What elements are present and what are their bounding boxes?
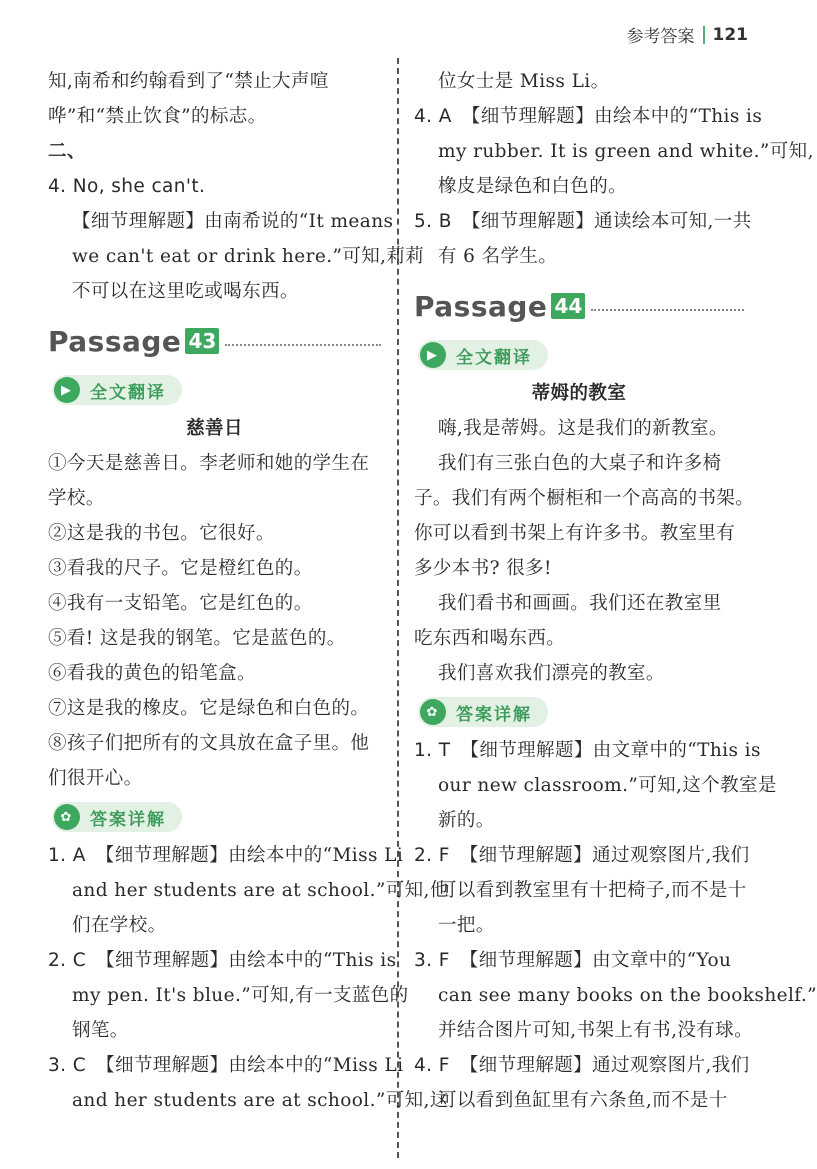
question-number: 4. <box>48 176 67 197</box>
answer-item <box>414 943 744 978</box>
explanation-line: 【细节理解题】由绘本中的“This is <box>96 950 397 971</box>
passage-heading <box>48 313 381 369</box>
explanation-line: we can't eat or drink here.”可知,莉莉 <box>72 246 425 267</box>
passage-word: Passage <box>48 324 182 358</box>
answer-number: 1. <box>48 845 67 866</box>
answer-letter: F <box>438 950 450 971</box>
explanation-line: and her students are at school.”可知,这 <box>72 1090 449 1111</box>
explanation-line: my rubber. It is green and white.”可知, <box>438 141 814 162</box>
header-title: 参考答案 <box>626 27 695 47</box>
sentence-line: ⑤看! 这是我的钢笔。它是蓝色的。 <box>48 628 346 649</box>
passage-number: 44 <box>551 293 585 319</box>
passage-number: 43 <box>185 328 219 354</box>
explanation-line: 钢笔。 <box>72 1020 129 1041</box>
leaf-icon: ✿ <box>54 804 80 830</box>
sentence-line: ⑧孩子们把所有的文具放在盒子里。他 <box>48 733 370 754</box>
answer-letter: F <box>438 845 450 866</box>
explanation-line: our new classroom.”可知,这个教室是 <box>438 775 777 796</box>
explanation-line: 【细节理解题】由绘本中的“Miss Li <box>96 1055 404 1076</box>
passage-heading <box>414 278 744 334</box>
sentence-line: 学校。 <box>48 488 105 509</box>
explanation-line: 【细节理解题】由绘本中的“This is <box>461 106 763 127</box>
answer-item <box>414 1048 750 1083</box>
dotted-rule <box>591 309 744 311</box>
badge-label: 答案详解 <box>90 809 166 830</box>
play-icon: ▶ <box>420 342 446 368</box>
right-column <box>414 64 817 1118</box>
paragraph-line: 嗨,我是蒂姆。这是我们的新教室。 <box>438 418 728 439</box>
explanation-line: 有 6 名学生。 <box>438 246 558 267</box>
explanation-line: 一把。 <box>438 915 495 936</box>
answer-letter: C <box>72 1055 87 1076</box>
answer-letter: A <box>72 845 86 866</box>
explanation-line: 【细节理解题】通读绘本可知,一共 <box>461 211 752 232</box>
answer-number: 3. <box>48 1055 67 1076</box>
answer-letter: T <box>438 740 451 761</box>
sentence-line: ⑦这是我的橡皮。它是绿色和白色的。 <box>48 698 370 719</box>
answer-letter: C <box>72 950 87 971</box>
article-title: 慈善日 <box>186 418 243 439</box>
answer-item <box>414 838 750 873</box>
sentence-line: ②这是我的书包。它很好。 <box>48 523 275 544</box>
paragraph-line: 你可以看到书架上有许多书。教室里有 <box>414 523 736 544</box>
answer-letter: A <box>438 106 452 127</box>
answer-letter: F <box>438 1055 450 1076</box>
explanation-line: 可以看到教室里有十把椅子,而不是十 <box>438 880 747 901</box>
answers-badge <box>52 802 182 832</box>
text-line: 位女士是 Miss Li。 <box>438 71 610 92</box>
answer-number: 4. <box>414 1055 433 1076</box>
answer-number: 5. <box>414 211 433 232</box>
badge-label: 全文翻译 <box>90 382 166 403</box>
page-header <box>627 22 749 47</box>
sentence-line: ①今天是慈善日。李老师和她的学生在 <box>48 453 370 474</box>
question-answer: No, she can't. <box>72 176 206 197</box>
paragraph-line: 多少本书? 很多! <box>414 558 552 579</box>
explanation-line: 并结合图片可知,书架上有书,没有球。 <box>438 1020 753 1041</box>
play-icon: ▶ <box>54 377 80 403</box>
answers-badge <box>418 697 548 727</box>
paragraph-line: 子。我们有两个橱柜和一个高高的书架。 <box>414 488 755 509</box>
badge-label: 全文翻译 <box>456 347 532 368</box>
paragraph-line: 吃东西和喝东西。 <box>414 628 566 649</box>
explanation-line: and her students are at school.”可知,他 <box>72 880 449 901</box>
answer-item <box>48 943 397 978</box>
sentence-line: ③看我的尺子。它是橙红色的。 <box>48 558 313 579</box>
page-number: 121 <box>712 24 748 45</box>
header-separator <box>703 26 705 44</box>
paragraph-line: 我们有三张白色的大桌子和许多椅 <box>438 453 722 474</box>
answer-item <box>414 99 763 134</box>
article-title: 蒂姆的教室 <box>531 383 627 404</box>
left-column <box>48 64 449 1118</box>
sentence-line: 们很开心。 <box>48 768 143 789</box>
explanation-line: 不可以在这里吃或喝东西。 <box>72 281 299 302</box>
sentence-line: ④我有一支铅笔。它是红色的。 <box>48 593 313 614</box>
explanation-line: 【细节理解题】通过观察图片,我们 <box>459 845 750 866</box>
passage-word: Passage <box>414 289 548 323</box>
explanation-line: 【细节理解题】由文章中的“This is <box>460 740 761 761</box>
dotted-rule <box>225 344 381 346</box>
explanation-line: 【细节理解题】由绘本中的“Miss Li <box>95 845 404 866</box>
answer-number: 4. <box>414 106 433 127</box>
paragraph-line: 我们看书和画画。我们还在教室里 <box>438 593 722 614</box>
answer-number: 1. <box>414 740 433 761</box>
explanation-line: 【细节理解题】由文章中的“You <box>459 950 732 971</box>
answer-number: 3. <box>414 950 433 971</box>
explanation-line: my pen. It's blue.”可知,有一支蓝色的 <box>72 985 409 1006</box>
explanation-line: 橡皮是绿色和白色的。 <box>438 176 628 197</box>
text-line: 哗”和“禁止饮食”的标志。 <box>48 106 267 127</box>
explanation-line: 【细节理解题】通过观察图片,我们 <box>459 1055 750 1076</box>
question-4 <box>48 169 381 204</box>
explanation-line: 新的。 <box>438 810 495 831</box>
answer-item <box>48 1048 404 1083</box>
explanation-line: can see many books on the bookshelf.” <box>438 985 817 1006</box>
explanation-line: 们在学校。 <box>72 915 167 936</box>
badge-label: 答案详解 <box>456 704 532 725</box>
text-line: 知,南希和约翰看到了“禁止大声喧 <box>48 71 329 92</box>
leaf-icon: ✿ <box>420 699 446 725</box>
answer-item <box>48 838 404 873</box>
answer-item <box>414 733 761 768</box>
translate-badge <box>418 340 548 370</box>
section-heading: 二、 <box>48 141 86 162</box>
translate-badge <box>52 375 182 405</box>
explanation-line: 【细节理解题】由南希说的“It means <box>72 211 394 232</box>
explanation-line: 可以看到鱼缸里有六条鱼,而不是十 <box>438 1090 728 1111</box>
answer-item <box>414 204 752 239</box>
paragraph-line: 我们喜欢我们漂亮的教室。 <box>438 663 665 684</box>
sentence-line: ⑥看我的黄色的铅笔盒。 <box>48 663 256 684</box>
answer-number: 2. <box>48 950 67 971</box>
answer-letter: B <box>438 211 452 232</box>
answer-number: 2. <box>414 845 433 866</box>
